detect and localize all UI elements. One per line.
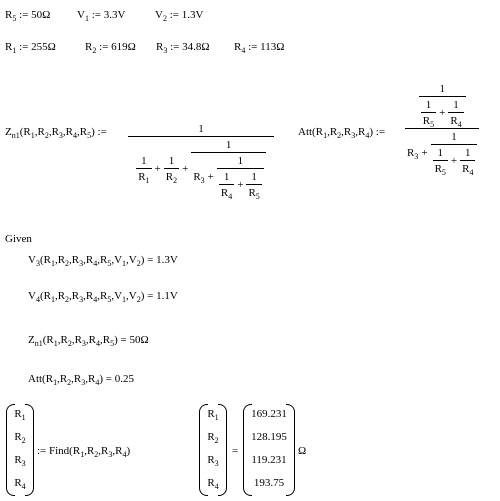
result-unit: Ω — [298, 445, 307, 457]
def-r1: $R_1$ := 255Ω — [5, 41, 56, 55]
find-call: := $Find(R_1,R_2,R_3,R_4)$ — [37, 445, 131, 459]
result-var-r1: $R_1$ — [207, 408, 219, 422]
result-var-r4: $R_4$ — [207, 477, 219, 491]
find-lhs-vector — [6, 404, 34, 496]
find-var-r1: $R_1$ — [14, 408, 26, 422]
result-value-r3: 119.231 — [251, 454, 287, 466]
def-r3: $R_3$ := 34.8Ω — [156, 41, 210, 55]
result-var-r2: $R_2$ — [207, 431, 219, 445]
result-value-r1: 169.231 — [251, 408, 287, 420]
def-v2: $V_2$ := 1.3V — [155, 9, 204, 23]
given-label: Given — [5, 233, 32, 245]
result-vars-vector — [199, 404, 227, 496]
find-var-r2: $R_2$ — [14, 431, 26, 445]
result-values-vector — [243, 404, 295, 496]
given-eq-att: $Att(R_1,R_2,R_3,R_4) = 0.25$ — [28, 373, 134, 387]
result-var-r3: $R_3$ — [207, 454, 219, 468]
att-expression: 1 $\frac{1}{R_5}$ + $\frac{1}{R_4}$ $R_3$ + 1 $\frac{1}{R_5}$ + $\frac{1}{R_4}$ — [405, 82, 479, 176]
def-r2: $R_2$ := 619Ω — [85, 41, 136, 55]
given-eq-v3: $V_3(R_1,R_2,R_3,R_4,R_5,V_1,V_2) = 1.3V$ — [28, 254, 178, 268]
def-r4: $R_4$ := 113Ω — [234, 41, 285, 55]
att-lhs: $Att(R_1,R_2,R_3,R_4)$ := — [298, 126, 386, 140]
zn1-expression: 1 $\frac{1}{R_1}$ + $\frac{1}{R_2}$ + 1 $R_3$ + 1 $\frac{1}{R_4}$ + $\frac{1}{R_5}$ — [128, 122, 274, 200]
given-eq-v4: $V_4(R_1,R_2,R_3,R_4,R_5,V_1,V_2) = 1.1V$ — [28, 290, 178, 304]
result-value-r2: 128.195 — [251, 431, 287, 443]
result-value-r4: 193.75 — [253, 477, 285, 489]
given-eq-zn1: $Z_{n1}(R_1,R_2,R_3,R_4,R_5) = 50\Omega$ — [28, 334, 149, 348]
find-var-r4: $R_4$ — [14, 477, 26, 491]
def-v1: $V_1$ := 3.3V — [77, 9, 126, 23]
zn1-lhs: $Z_{n1}(R_1,R_2,R_3,R_4,R_5)$ := — [5, 126, 107, 140]
def-r5: $R_5$ := 50Ω — [5, 9, 51, 23]
equals-sign: = — [232, 445, 239, 457]
find-var-r3: $R_3$ — [14, 454, 26, 468]
